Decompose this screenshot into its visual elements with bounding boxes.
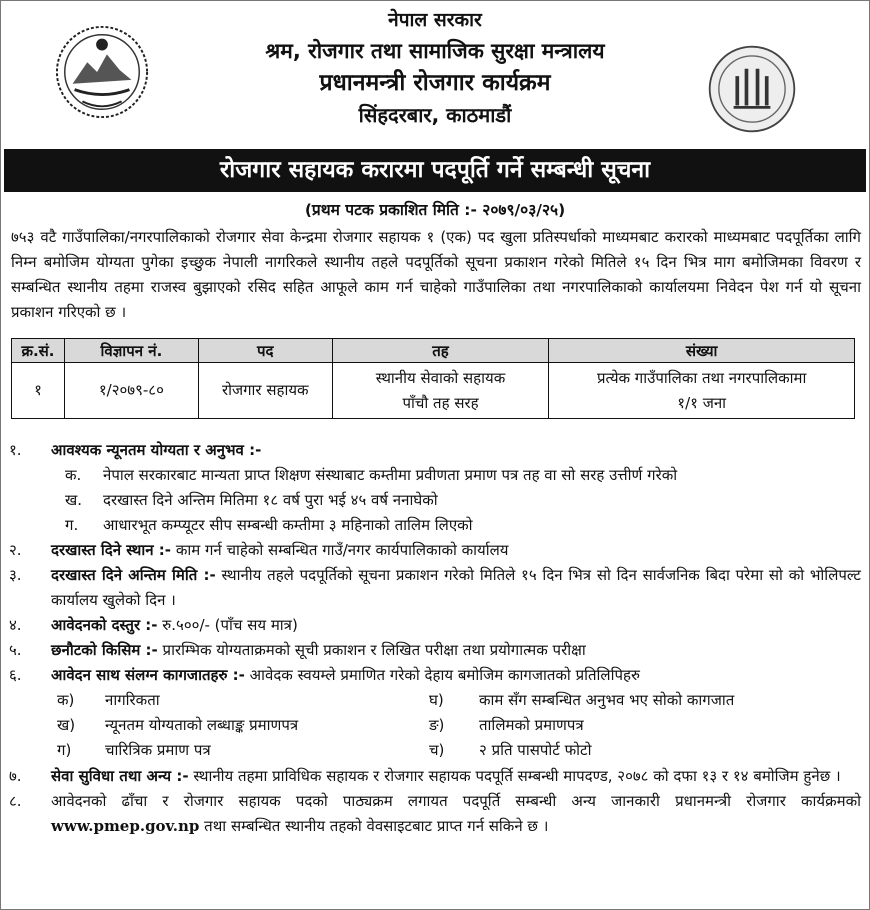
- item-number: ८.: [9, 792, 22, 810]
- cell-sn: १: [12, 363, 65, 419]
- doc-text: २ प्रति पासपोर्ट फोटो: [479, 741, 592, 759]
- item-text: आवेदक स्वयम्ले प्रमाणित गरेको देहाय बमोजिम कागजातको प्रतिलिपिहरु: [244, 666, 640, 684]
- item-label: छनौटको किसिम :-: [51, 641, 158, 659]
- level-line-2: पाँचौ तह सरह: [402, 393, 479, 412]
- item-number: ३.: [9, 566, 22, 584]
- list-item: [9, 638, 861, 663]
- sub-item-letter: ग.: [65, 516, 79, 534]
- col-header-level: तह: [332, 339, 549, 363]
- list-item: [9, 563, 861, 613]
- col-header-post: पद: [198, 339, 332, 363]
- item-label: आवेदन साथ संलग्न कागजातहरु :-: [51, 666, 245, 684]
- doc-letter: ग): [57, 741, 72, 759]
- sub-item-letter: ख.: [65, 491, 83, 509]
- sub-item: [51, 513, 861, 538]
- list-item: [9, 438, 861, 463]
- cell-level: [332, 363, 549, 419]
- sub-item-letter: क.: [65, 466, 82, 484]
- requirements-list: [9, 438, 861, 839]
- item-number: ४.: [9, 616, 22, 634]
- sub-item-text: दरखास्त दिने अन्तिम मितिमा १८ वर्ष पुरा भई ४५ वर्ष ननाघेको: [103, 491, 438, 509]
- item-label: दरखास्त दिने स्थान :-: [51, 541, 172, 559]
- published-date: (प्रथम पटक प्रकाशित मिति :- २०७९/०३/२५): [304, 201, 566, 219]
- table-header-row: [12, 339, 855, 363]
- doc-letter: ख): [57, 716, 76, 734]
- item-text: प्रारम्भिक योग्यताक्रमको सूची प्रकाशन र लिखित परीक्षा तथा प्रयोगात्मक परीक्षा: [157, 641, 586, 659]
- level-line-1: स्थानीय सेवाको सहायक: [375, 368, 506, 387]
- list-item: [9, 538, 861, 563]
- cell-adno: १/२०७९-८०: [64, 363, 198, 419]
- item-label: आवेदनको दस्तुर :-: [51, 616, 158, 634]
- cell-post: रोजगार सहायक: [198, 363, 332, 419]
- item-text: काम गर्न चाहेको सम्बन्धित गाउँ/नगर कार्यपालिकाको कार्यालय: [171, 541, 509, 559]
- item-label: आवश्यक न्यूनतम योग्यता र अनुभव :-: [51, 441, 262, 459]
- count-line-2: १/१ जना: [677, 393, 727, 412]
- sub-item: [51, 463, 861, 488]
- item-text: स्थानीय तहले पदपूर्तिको सूचना प्रकाशन गरेको मितिले १५ दिन भित्र सो दिन सार्वजनिक बिदा परेमा सो को भोलिपल्ट कार्यालय खुलेको दिन ।: [51, 566, 861, 609]
- item-number: ६.: [9, 666, 22, 684]
- doc-text: तालिमको प्रमाणपत्र: [479, 716, 584, 734]
- list-item: [9, 789, 861, 839]
- doc-letter: घ): [429, 691, 444, 709]
- website-link[interactable]: www.pmep.gov.np: [51, 817, 200, 835]
- header-line-program: प्रधानमन्त्री रोजगार कार्यक्रम: [319, 70, 551, 96]
- table-row: [12, 363, 855, 419]
- header-line-address: सिंहदरबार, काठमाडौं: [358, 103, 512, 127]
- intro-paragraph: ७५३ वटै गाउँपालिका/नगरपालिकाको रोजगार सेवा केन्द्रमा रोजगार सहायक १ (एक) पद खुला प्रतिस्पर्धाको माध्यमबाट करारको माध्यमबाट पदपूर्तिका लागि निम्न बमोजिम योग्यता पुगेका इच्छुक नेपाली नागरिकले स्थानीय तहले पदपूर्तिको सूचना प्रकाशन गरेको मितिले १५ दिन भित्र माग बमोजिमका विवरण र सम्बन्धित स्थानीय तहमा राजस्व बुझाएको रसिद सहित आफूले काम गर्न चाहेको गाउँपालिका तथा नगरपालिकाको कार्यालयमा निवेदन पेश गर्न यो सूचना प्रकाशन गरिएको छ ।: [11, 228, 861, 321]
- doc-text: चारित्रिक प्रमाण पत्र: [105, 741, 211, 759]
- item-text-end: तथा सम्बन्धित स्थानीय तहको वेवसाइटबाट प्राप्त गर्न सकिने छ ।: [199, 817, 549, 835]
- list-item: [9, 764, 861, 789]
- sub-item: [51, 488, 861, 513]
- documents-list: [9, 688, 861, 764]
- item-number: २.: [9, 541, 22, 559]
- notice-title: रोजगार सहायक करारमा पदपूर्ति गर्ने सम्बन्धी सूचना: [4, 149, 866, 192]
- count-line-1: प्रत्येक गाउँपालिका तथा नगरपालिकामा: [596, 368, 807, 387]
- pmep-logo: [706, 43, 798, 135]
- doc-text: न्यूनतम योग्यताको लब्धाङ्क प्रमाणपत्र: [105, 716, 299, 734]
- col-header-count: संख्या: [549, 339, 855, 363]
- doc-letter: च): [429, 741, 445, 759]
- header-line-government: नेपाल सरकार: [388, 9, 482, 31]
- item-number: १.: [9, 441, 22, 459]
- header-line-ministry: श्रम, रोजगार तथा सामाजिक सुरक्षा मन्त्रालय: [265, 39, 605, 63]
- item-text: रु.५००/- (पाँच सय मात्र): [157, 616, 298, 634]
- doc-letter: क): [57, 691, 75, 709]
- item-label: दरखास्त दिने अन्तिम मिति :-: [51, 566, 216, 584]
- nepal-government-emblem: [53, 23, 151, 121]
- item-label: सेवा सुविधा तथा अन्य :-: [51, 767, 189, 785]
- cell-count: [549, 363, 855, 419]
- item-text: स्थानीय तहमा प्राविधिक सहायक र रोजगार सहायक पदपूर्ति सम्बन्धी मापदण्ड, २०७८ को दफा १३ र १४ बमोजिम हुनेछ ।: [188, 767, 841, 785]
- item-number: ७.: [9, 767, 22, 785]
- list-item: [9, 663, 861, 688]
- doc-text: नागरिकता: [105, 691, 160, 709]
- col-header-sn: क्र.सं.: [12, 339, 65, 363]
- item-text: आवेदनको ढाँचा र रोजगार सहायक पदको पाठ्यक्रम लगायत पदपूर्ति सम्बन्धी अन्य जानकारी प्रधानमन्त्री रोजगार कार्यक्रमको: [51, 792, 861, 810]
- vacancy-table: [11, 338, 855, 419]
- doc-letter: ङ): [429, 716, 445, 734]
- doc-text: काम सँग सम्बन्धित अनुभव भए सोको कागजात: [479, 691, 735, 709]
- sub-item-text: आधारभूत कम्प्यूटर सीप सम्बन्धी कम्तीमा ३ महिनाको तालिम लिएको: [103, 516, 473, 534]
- item-number: ५.: [9, 641, 22, 659]
- list-item: [9, 613, 861, 638]
- col-header-adno: विज्ञापन नं.: [64, 339, 198, 363]
- header: [1, 1, 869, 143]
- sub-item-text: नेपाल सरकारबाट मान्यता प्राप्त शिक्षण संस्थाबाट कम्तीमा प्रवीणता प्रमाण पत्र तह वा सो सरह उत्तीर्ण गरेको: [103, 466, 678, 484]
